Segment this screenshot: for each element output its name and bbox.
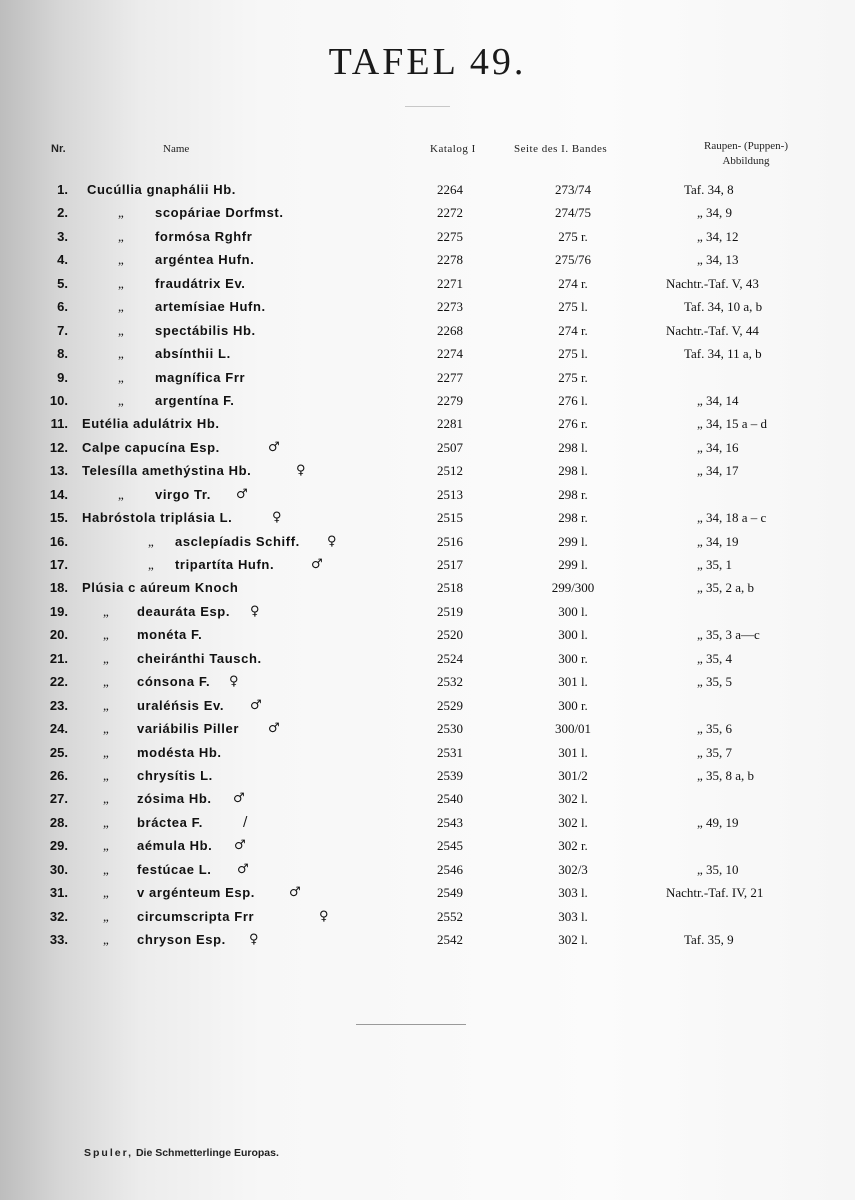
- row-number: 12.: [49, 439, 68, 455]
- table-row: [0, 670, 855, 693]
- header-nr: Nr.: [51, 143, 66, 155]
- row-number: 1.: [57, 182, 68, 197]
- table-row: [0, 272, 855, 295]
- table-row: [0, 600, 855, 623]
- catalog-number: 2515: [437, 510, 463, 526]
- catalog-number: 2279: [437, 392, 463, 408]
- ditto-mark: „: [103, 885, 109, 901]
- catalog-number: 2273: [437, 299, 463, 315]
- ditto-mark: „: [103, 744, 109, 760]
- illustration-reference: Taf. 34, 11 a, b: [684, 346, 762, 362]
- table-row: [0, 858, 855, 881]
- illustration-reference: „ 35, 1: [697, 557, 733, 572]
- row-number: 30.: [49, 861, 68, 877]
- species-name: uraléńsis Ev.: [137, 697, 225, 713]
- page-reference: 302 l.: [558, 814, 588, 830]
- female-symbol-icon: ♀: [296, 463, 306, 479]
- row-number: 13.: [49, 463, 68, 479]
- page-reference: 276 l.: [558, 392, 588, 408]
- catalog-number: 2275: [437, 228, 463, 244]
- page-reference: 302 l.: [558, 791, 588, 807]
- table-row: [0, 694, 855, 717]
- table-row: [0, 928, 855, 951]
- row-number: 11.: [50, 416, 68, 432]
- table-row: [0, 576, 855, 599]
- catalog-number: 2278: [437, 252, 463, 268]
- species-name: virgo Tr.: [155, 486, 211, 502]
- row-number: 3.: [57, 228, 68, 244]
- illustration-reference: „ 35, 7: [697, 744, 733, 760]
- row-number: 7.: [57, 322, 68, 338]
- table-row: [0, 787, 855, 810]
- table-row: [0, 530, 855, 553]
- female-symbol-icon: ♀: [250, 603, 260, 619]
- ditto-mark: „: [103, 814, 109, 830]
- row-number: 6.: [57, 299, 68, 315]
- species-name: artemísiae Hufn.: [155, 299, 266, 315]
- row-number: 21.: [49, 650, 68, 666]
- male-symbol-icon: ♂: [268, 721, 280, 737]
- catalog-number: 2516: [437, 533, 463, 549]
- ditto-mark: „: [148, 533, 154, 549]
- row-number: 25.: [49, 744, 68, 760]
- ditto-mark: „: [118, 299, 124, 315]
- illustration-reference: „ 35, 10: [697, 861, 739, 877]
- female-symbol-icon: ♀: [319, 908, 329, 924]
- table-row: [0, 319, 855, 342]
- page-reference: 275 l.: [558, 346, 588, 362]
- species-name: spectábilis Hb.: [155, 322, 256, 338]
- page-reference: 300/01: [554, 721, 592, 737]
- page-reference: 275 r.: [558, 228, 588, 244]
- catalog-number: 2277: [437, 369, 463, 385]
- table-row: [0, 248, 855, 271]
- species-name: argentína F.: [155, 392, 235, 408]
- catalog-number: 2517: [437, 557, 463, 572]
- illustration-reference: „ 34, 13: [697, 252, 739, 268]
- ditto-mark: „: [118, 228, 124, 244]
- slash-mark: /: [243, 814, 248, 830]
- species-name: asclepíadis Schiff.: [175, 533, 300, 549]
- ditto-mark: „: [118, 486, 124, 502]
- male-symbol-icon: ♂: [236, 486, 248, 502]
- catalog-number: 2543: [437, 814, 463, 830]
- catalog-number: 2529: [437, 697, 463, 713]
- ditto-mark: „: [118, 275, 124, 291]
- page-reference: 274/75: [554, 205, 592, 221]
- page-reference: 300 r.: [558, 697, 588, 713]
- catalog-number: 2549: [437, 885, 463, 901]
- illustration-reference: Nachtr.-Taf. V, 43: [666, 275, 759, 291]
- row-number: 26.: [49, 767, 68, 783]
- ditto-mark: „: [118, 346, 124, 362]
- male-symbol-icon: ♂: [289, 885, 301, 901]
- illustration-reference: Taf. 34, 10 a, b: [684, 299, 763, 315]
- illustration-reference: „ 34, 12: [697, 228, 739, 244]
- female-symbol-icon: ♀: [327, 533, 337, 549]
- illustration-reference: Nachtr.-Taf. IV, 21: [666, 885, 764, 901]
- table-row: [0, 623, 855, 646]
- catalog-number: 2518: [437, 580, 463, 596]
- catalog-number: 2552: [437, 908, 463, 924]
- table-row: [0, 483, 855, 506]
- page-reference: 302 r.: [558, 838, 588, 854]
- illustration-reference: Nachtr.-Taf. V, 44: [666, 322, 759, 338]
- male-symbol-icon: ♂: [250, 697, 262, 713]
- table-row: [0, 389, 855, 412]
- row-number: 33.: [49, 932, 68, 947]
- row-number: 23.: [49, 697, 68, 713]
- ditto-mark: „: [118, 252, 124, 268]
- table-row: [0, 342, 855, 365]
- female-symbol-icon: ♀: [229, 674, 239, 690]
- illustration-reference: „ 34, 16: [697, 439, 739, 455]
- table-row: [0, 811, 855, 834]
- page-reference: 301/2: [558, 767, 588, 783]
- ditto-mark: „: [103, 767, 109, 783]
- page-reference: 275 r.: [558, 369, 588, 385]
- ditto-mark: „: [103, 650, 109, 666]
- ditto-mark: „: [103, 674, 109, 690]
- page-reference: 303 l.: [558, 885, 588, 901]
- catalog-number: 2524: [437, 650, 463, 666]
- page-reference: 303 l.: [558, 908, 588, 924]
- footer-work: Die Schmetterlinge Europas.: [135, 1147, 279, 1159]
- ditto-mark: „: [118, 322, 124, 338]
- ditto-mark: „: [103, 697, 109, 713]
- species-name: Eutélia adulátrix Hb.: [82, 416, 220, 432]
- row-number: 31.: [49, 885, 68, 901]
- table-row: [0, 881, 855, 904]
- catalog-number: 2281: [437, 416, 463, 432]
- row-number: 14.: [49, 486, 68, 502]
- table-row: [0, 647, 855, 670]
- table-row: [0, 412, 855, 435]
- species-name: Telesílla amethýstina Hb.: [82, 463, 252, 479]
- row-number: 20.: [49, 627, 68, 643]
- illustration-reference: „ 35, 6: [697, 721, 733, 737]
- species-name: Calpe capucína Esp.: [82, 439, 220, 455]
- species-name: absínthii L.: [155, 346, 231, 362]
- header-name: Name: [163, 143, 190, 155]
- catalog-number: 2274: [437, 346, 463, 362]
- page-reference: 299 l.: [558, 557, 588, 572]
- catalog-number: 2530: [437, 721, 463, 737]
- row-number: 9.: [57, 369, 68, 385]
- table-row: [0, 553, 855, 576]
- illustration-reference: Taf. 35, 9: [684, 932, 734, 947]
- illustration-reference: „ 34, 15 a – d: [697, 416, 768, 432]
- catalog-number: 2539: [437, 767, 463, 783]
- species-name: chryson Esp.: [137, 932, 226, 947]
- catalog-number: 2532: [437, 674, 463, 690]
- row-number: 17.: [49, 557, 68, 572]
- row-number: 22.: [49, 674, 68, 690]
- row-number: 2.: [57, 205, 68, 221]
- male-symbol-icon: ♂: [237, 861, 249, 877]
- row-number: 32.: [49, 908, 68, 924]
- header-illustration: [676, 139, 816, 169]
- catalog-number: 2507: [437, 439, 463, 455]
- page-reference: 300 l.: [558, 627, 588, 643]
- bottom-rule: [356, 1024, 466, 1025]
- species-name: modésta Hb.: [137, 744, 222, 760]
- row-number: 5.: [57, 275, 68, 291]
- page-reference: 301 l.: [558, 744, 588, 760]
- footer: [84, 1147, 279, 1159]
- illustration-reference: Taf. 34, 8: [684, 182, 734, 197]
- ditto-mark: „: [103, 838, 109, 854]
- table-row: [0, 506, 855, 529]
- species-name: magnífica Frr: [155, 369, 246, 385]
- catalog-number: 2271: [437, 275, 463, 291]
- species-name: zósima Hb.: [137, 791, 212, 807]
- page-reference: 300 l.: [558, 603, 588, 619]
- illustration-reference: „ 35, 2 a, b: [697, 580, 755, 596]
- species-name: festúcae L.: [137, 861, 212, 877]
- species-name: fraudátrix Ev.: [155, 275, 246, 291]
- illustration-reference: „ 49, 19: [697, 814, 739, 830]
- species-name: Habróstola triplásia L.: [82, 510, 233, 526]
- table-row: [0, 834, 855, 857]
- catalog-number: 2546: [437, 861, 463, 877]
- ditto-mark: „: [103, 791, 109, 807]
- page-reference: 299/300: [551, 580, 595, 596]
- table-row: [0, 436, 855, 459]
- page-reference: 273/74: [554, 182, 592, 197]
- catalog-number: 2272: [437, 205, 463, 221]
- ditto-mark: „: [103, 627, 109, 643]
- page-reference: 298 r.: [558, 486, 588, 502]
- row-number: 15.: [49, 510, 68, 526]
- species-name: scopáriae Dorfmst.: [155, 205, 284, 221]
- table-row: [0, 905, 855, 928]
- male-symbol-icon: ♂: [234, 838, 246, 854]
- ditto-mark: „: [103, 932, 109, 947]
- table-row: [0, 366, 855, 389]
- illustration-reference: „ 35, 4: [697, 650, 733, 666]
- page-reference: 301 l.: [558, 674, 588, 690]
- species-name: variábilis Piller: [137, 721, 239, 737]
- catalog-number: 2264: [437, 182, 463, 197]
- row-number: 27.: [49, 791, 68, 807]
- illustration-reference: „ 34, 17: [697, 463, 739, 479]
- page-reference: 302/3: [558, 861, 588, 877]
- species-name: v argénteum Esp.: [137, 885, 255, 901]
- row-number: 10.: [49, 392, 68, 408]
- catalog-number: 2513: [437, 486, 463, 502]
- species-name: Plúsia c aúreum Knoch: [82, 580, 239, 596]
- illustration-reference: „ 35, 8 a, b: [697, 767, 755, 783]
- species-name: Cucúllia gnaphálii Hb.: [87, 182, 236, 197]
- table-row: [0, 741, 855, 764]
- table-row: [0, 225, 855, 248]
- illustration-reference: „ 35, 5: [697, 674, 733, 690]
- ditto-mark: „: [148, 557, 154, 572]
- row-number: 29.: [49, 838, 68, 854]
- page-reference: 276 r.: [558, 416, 588, 432]
- table-row: [0, 459, 855, 482]
- illustration-reference: „ 35, 3 a—c: [697, 627, 760, 643]
- ditto-mark: „: [103, 721, 109, 737]
- row-number: 28.: [49, 814, 68, 830]
- page-reference: 302 l.: [558, 932, 588, 947]
- catalog-number: 2540: [437, 791, 463, 807]
- species-name: tripartíta Hufn.: [175, 557, 275, 572]
- species-name: monéta F.: [137, 627, 203, 643]
- species-table: [0, 178, 855, 951]
- page-reference: 299 l.: [558, 533, 588, 549]
- page-reference: 298 l.: [558, 463, 588, 479]
- title-rule: [405, 106, 450, 107]
- row-number: 4.: [57, 252, 68, 268]
- catalog-number: 2519: [437, 603, 463, 619]
- table-row: [0, 717, 855, 740]
- species-name: chrysítis L.: [137, 767, 213, 783]
- footer-author: Spuler,: [84, 1147, 134, 1159]
- species-name: formósa Rghfr: [155, 228, 253, 244]
- ditto-mark: „: [118, 392, 124, 408]
- illustration-reference: „ 34, 19: [697, 533, 739, 549]
- header-illustration-line2: Abbildung: [722, 155, 770, 167]
- row-number: 18.: [49, 580, 68, 596]
- ditto-mark: „: [103, 603, 109, 619]
- male-symbol-icon: ♂: [311, 557, 323, 572]
- species-name: deauráta Esp.: [137, 603, 231, 619]
- table-row: [0, 201, 855, 224]
- ditto-mark: „: [118, 205, 124, 221]
- page-reference: 274 r.: [558, 322, 588, 338]
- page-reference: 298 l.: [558, 439, 588, 455]
- page-reference: 275/76: [554, 252, 592, 268]
- male-symbol-icon: ♂: [233, 791, 245, 807]
- page-title: TAFEL 49.: [328, 41, 527, 83]
- page-reference: 300 r.: [558, 650, 588, 666]
- row-number: 24.: [49, 721, 68, 737]
- header-illustration-line1: Raupen- (Puppen-): [703, 140, 788, 152]
- catalog-number: 2268: [437, 322, 463, 338]
- ditto-mark: „: [118, 369, 124, 385]
- catalog-number: 2545: [437, 838, 463, 854]
- male-symbol-icon: ♂: [268, 439, 280, 455]
- female-symbol-icon: ♀: [272, 510, 282, 526]
- ditto-mark: „: [103, 908, 109, 924]
- illustration-reference: „ 34, 18 a – c: [697, 510, 767, 526]
- page-reference: 298 r.: [558, 510, 588, 526]
- header-seite: Seite des I. Bandes: [514, 143, 608, 155]
- table-row: [0, 764, 855, 787]
- page-reference: 275 l.: [558, 299, 588, 315]
- header-katalog: Katalog I: [430, 143, 476, 155]
- page-reference: 274 r.: [558, 275, 588, 291]
- catalog-number: 2531: [437, 744, 463, 760]
- catalog-number: 2542: [437, 932, 463, 947]
- illustration-reference: „ 34, 14: [697, 392, 739, 408]
- catalog-number: 2520: [437, 627, 463, 643]
- row-number: 19.: [49, 603, 68, 619]
- illustration-reference: „ 34, 9: [697, 205, 733, 221]
- table-row: [0, 178, 855, 201]
- species-name: cheiránthi Tausch.: [137, 650, 262, 666]
- catalog-number: 2512: [437, 463, 463, 479]
- species-name: aémula Hb.: [137, 838, 213, 854]
- ditto-mark: „: [103, 861, 109, 877]
- species-name: bráctea F.: [137, 814, 203, 830]
- row-number: 16.: [49, 533, 68, 549]
- female-symbol-icon: ♀: [249, 932, 259, 947]
- table-row: [0, 295, 855, 318]
- species-name: argéntea Hufn.: [155, 252, 255, 268]
- species-name: cónsona F.: [137, 674, 211, 690]
- row-number: 8.: [57, 346, 68, 362]
- species-name: circumscripta Frr: [137, 908, 255, 924]
